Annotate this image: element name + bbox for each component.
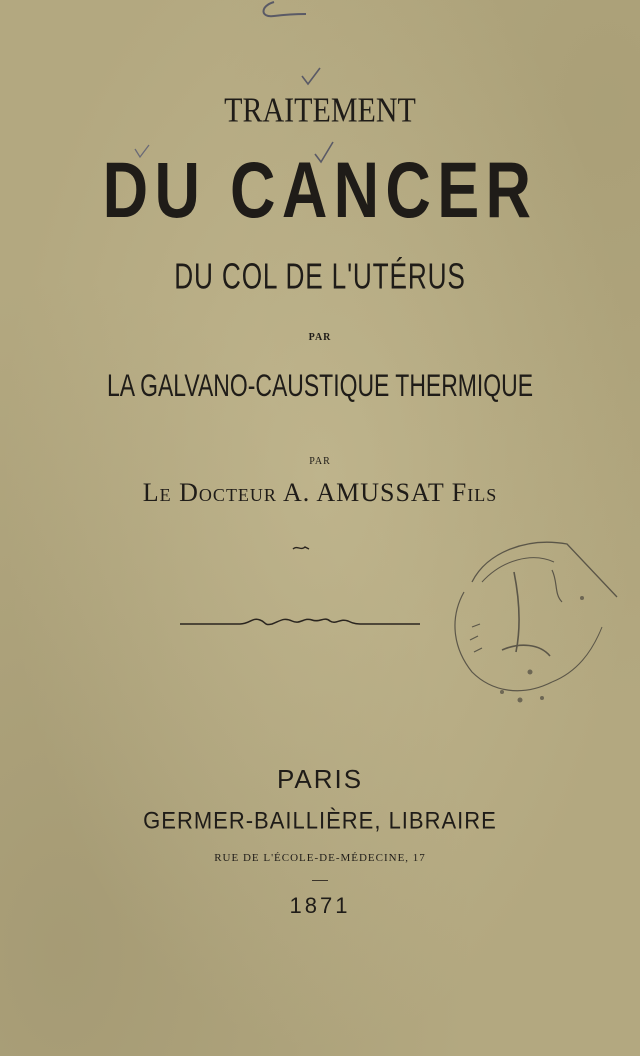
library-stamp bbox=[442, 532, 620, 712]
title-traitement: TRAITEMENT bbox=[224, 91, 416, 130]
title-du-col-de-luterus: DU COL DE L'UTÉRUS bbox=[174, 255, 466, 297]
publisher-address: RUE DE L'ÉCOLE-DE-MÉDECINE, 17 bbox=[214, 852, 426, 864]
pencil-check-mark-1 bbox=[300, 66, 324, 88]
par-label-2: PAR bbox=[309, 456, 331, 467]
separator-dash bbox=[312, 880, 328, 881]
decorative-rule-ornament bbox=[180, 612, 420, 632]
small-ornament-mark bbox=[291, 543, 311, 553]
method-title: LA GALVANO-CAUSTIQUE THERMIQUE bbox=[106, 368, 534, 403]
par-label-1: PAR bbox=[308, 332, 332, 343]
pencil-scrawl-top bbox=[252, 0, 312, 24]
title-du-cancer: DU CANCER bbox=[102, 146, 538, 234]
publication-year: 1871 bbox=[289, 893, 351, 918]
author-line: Le Docteur A. AMUSSAT Fils bbox=[142, 478, 498, 507]
publisher-name: GERMER-BAILLIÈRE, LIBRAIRE bbox=[143, 806, 497, 834]
city-paris: PARIS bbox=[276, 764, 364, 794]
